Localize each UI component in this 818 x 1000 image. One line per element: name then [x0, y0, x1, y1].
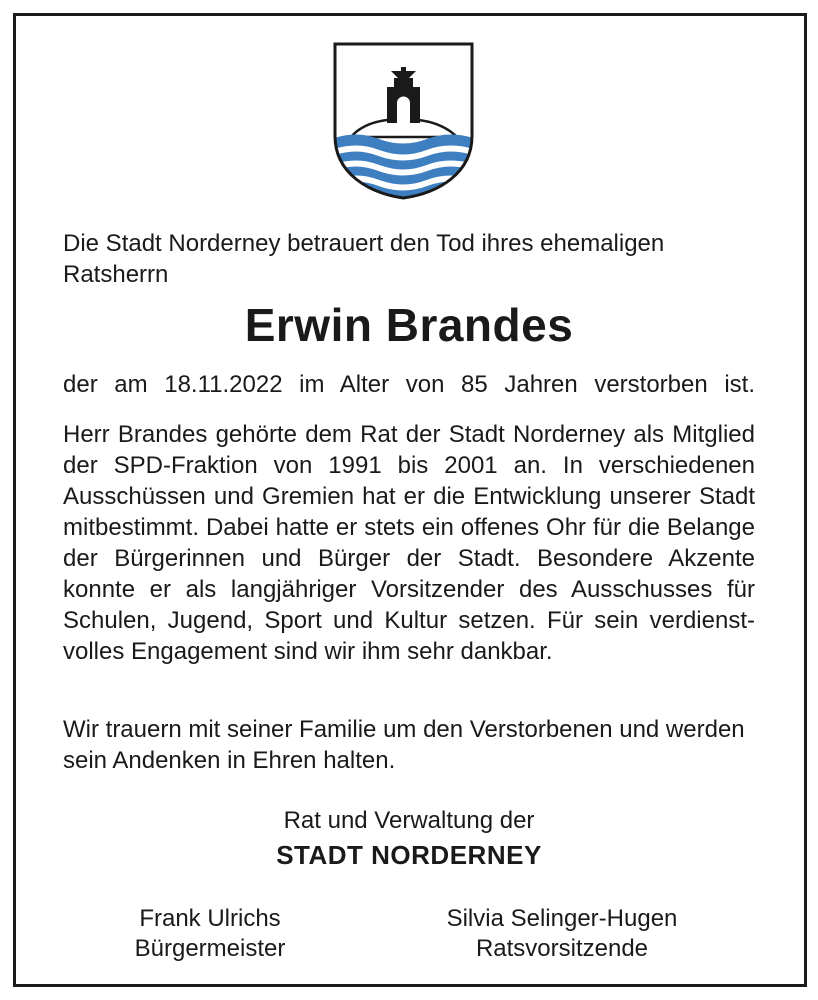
signatory-mayor	[60, 904, 360, 964]
organization-line: Rat und Verwaltung der	[283, 807, 535, 834]
intro-text: Die Stadt Norderney betrauert den Tod ihres ehemaligen Ratsherrn	[63, 230, 665, 288]
organization-name: STADT NORDERNEY	[276, 840, 542, 870]
coat-of-arms-icon	[331, 41, 476, 201]
mourning-paragraph: Wir trauern mit seiner Familie um den Verstorbenen und werden sein Andenken in Ehren halten.	[63, 716, 745, 774]
deceased-name: Erwin Brandes	[244, 299, 574, 351]
signatory-title: Bürgermeister	[134, 935, 286, 962]
signatory-name: Frank Ulrichs	[139, 905, 281, 932]
signatory-name: Silvia Selinger-Hugen	[446, 905, 678, 932]
death-date-line: der am 18.11.2022 im Alter von 85 Jahren verstorben ist.	[63, 371, 755, 398]
signatory-title: Ratsvorsitzende	[475, 935, 649, 962]
tribute-paragraph: Herr Brandes gehörte dem Rat der Stadt Norderney als Mitglied der SPD-Fraktion von 1991 bis 2001 an. In verschiedenen Ausschüssen und Gremien hat er die Entwicklung unserer Stadt mitbestimmt. Dabei hatte er stets ein offenes Ohr für die Belange der Bürgerinnen und Bürger der Stadt. Besondere Akzente konnte er als langjähriger Vorsitzender des Ausschusses für Schulen, Jugend, Sport und Kultur setzen. Für sein verdienstvolles Engagement sind wir ihm sehr dankbar.	[63, 421, 755, 665]
signatory-council-chair	[412, 904, 712, 964]
